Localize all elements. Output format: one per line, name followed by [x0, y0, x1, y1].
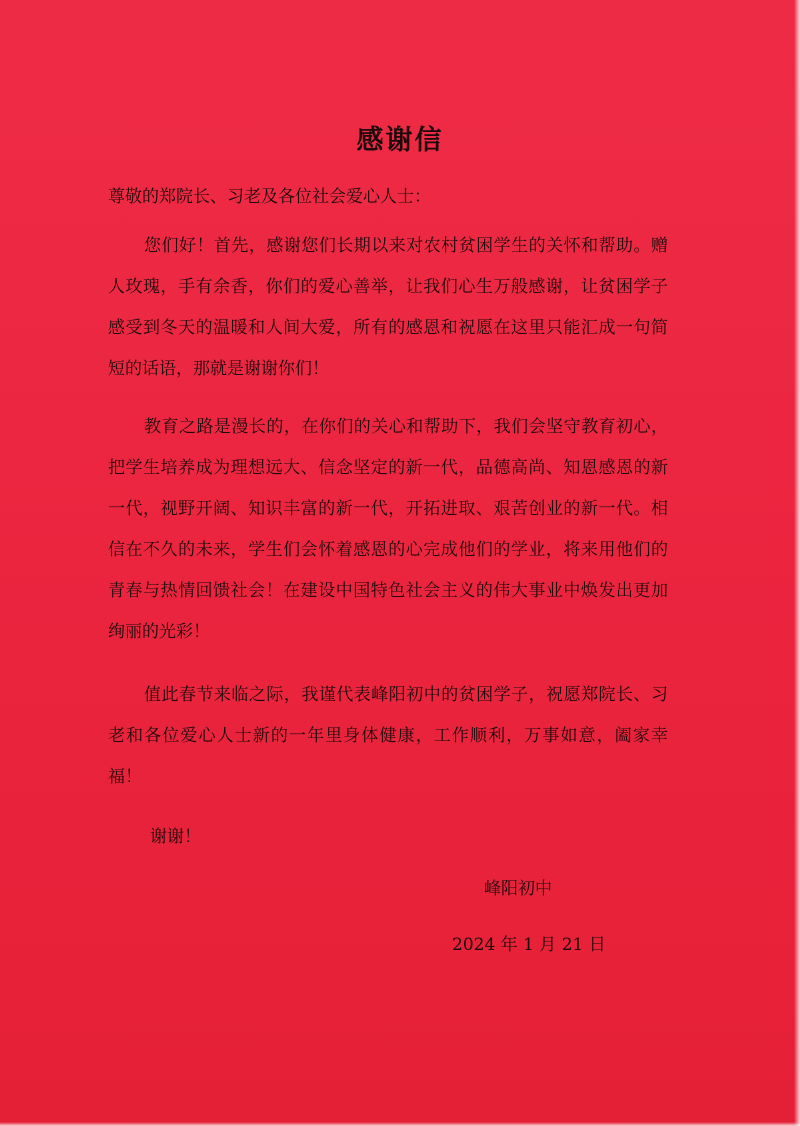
letter-date: 2024 年 1 月 21 日	[452, 935, 606, 955]
paragraph-gratitude: 您们好！首先，感谢您们长期以来对农村贫困学生的关怀和帮助。赠人玫瑰，手有余香，你们的爱心善举，让我们心生万般感谢，让贫困学子感受到冬天的温暖和人间大爱，所有的感恩和祝愿在这里只能汇成一句简短的话语，那就是谢谢你们！	[108, 236, 668, 379]
salutation: 尊敬的郑院长、习老及各位社会爱心人士：	[108, 187, 431, 207]
letter-title: 感谢信	[356, 125, 444, 156]
signature-school: 峰阳初中	[484, 879, 552, 899]
paper-right-edge	[794, 0, 800, 1126]
paragraph-new-year-wishes: 值此春节来临之际，我谨代表峰阳初中的贫困学子，祝愿郑院长、习老和各位爱心人士新的一年里身体健康，工作顺利，万事如意，阖家幸福！	[108, 685, 668, 787]
paper-bottom-edge	[0, 1122, 800, 1126]
closing-thanks: 谢谢！	[150, 827, 201, 847]
paragraph-education: 教育之路是漫长的，在你们的关心和帮助下，我们会坚守教育初心，把学生培养成为理想远大、信念坚定的新一代，品德高尚、知恩感恩的新一代，视野开阔、知识丰富的新一代，开拓进取、艰苦创业的新一代。相信在不久的未来，学生们会怀着感恩的心完成他们的学业，将来用他们的青春与热情回馈社会！在建设中国特色社会主义的伟大事业中焕发出更加绚丽的光彩！	[108, 417, 668, 642]
